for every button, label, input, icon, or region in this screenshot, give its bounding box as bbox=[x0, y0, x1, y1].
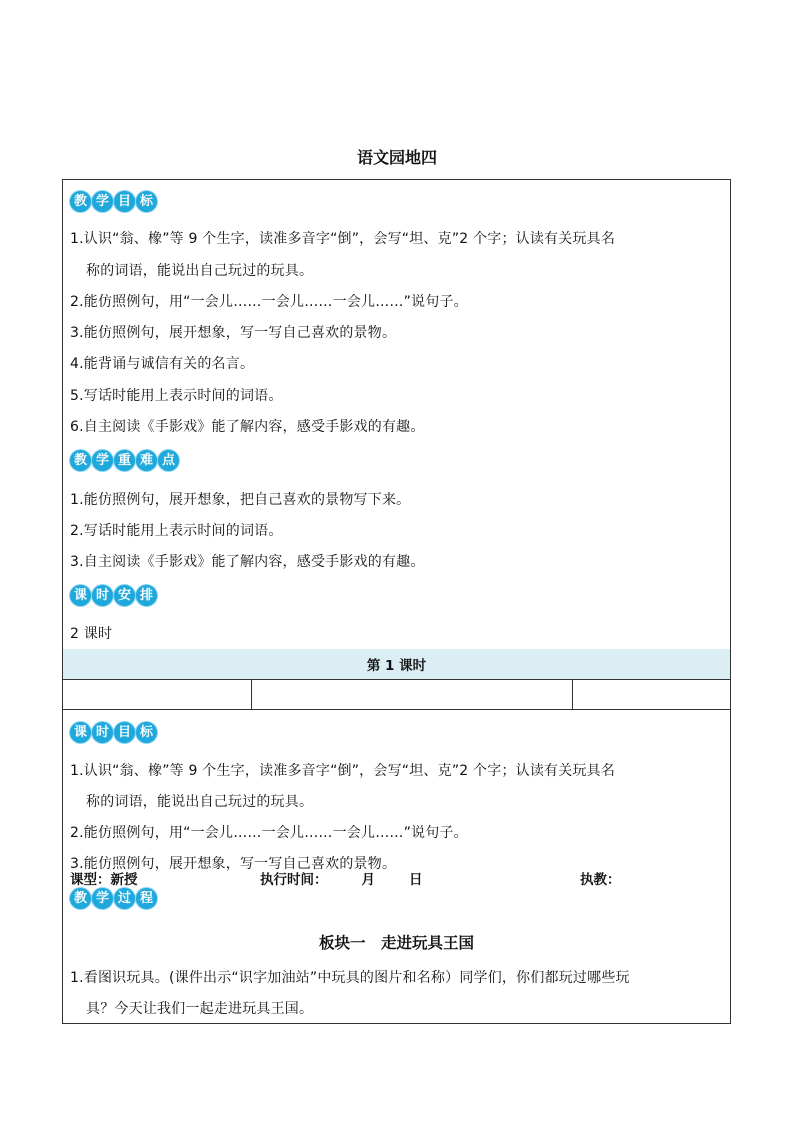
objective-line: 6.自主阅读《手影戏》能了解内容，感受手影戏的有趣。 bbox=[70, 419, 425, 435]
block-title: 板块一 走进玩具王国 bbox=[318, 933, 474, 952]
objective-line: 5.写话时能用上表示时间的词语。 bbox=[70, 388, 283, 404]
month-label: 月 bbox=[361, 872, 375, 888]
badge-char: 目 bbox=[114, 722, 135, 743]
lesson-goal-line: 称的词语，能说出自己玩过的玩具。 bbox=[86, 794, 314, 810]
badge-char: 教 bbox=[70, 888, 91, 909]
badge-char: 标 bbox=[136, 191, 157, 212]
lesson-goal-line: 3.能仿照例句，展开想象，写一写自己喜欢的景物。 bbox=[70, 856, 397, 872]
lesson-plan-table bbox=[62, 179, 731, 1024]
badge-char: 课 bbox=[70, 722, 91, 743]
key-point-line: 3.自主阅读《手影戏》能了解内容，感受手影戏的有趣。 bbox=[70, 554, 425, 570]
page-title: 语文园地四 bbox=[356, 148, 437, 167]
badge-char: 程 bbox=[136, 888, 157, 909]
execution-time-label: 执行时间： bbox=[260, 872, 328, 888]
badge-char: 时 bbox=[92, 722, 113, 743]
divider bbox=[251, 679, 252, 709]
session-title: 第 1 课时 bbox=[366, 658, 427, 674]
badge-char: 重 bbox=[114, 450, 135, 471]
badge-char: 学 bbox=[92, 888, 113, 909]
badge-char: 教 bbox=[70, 450, 91, 471]
key-point-line: 1.能仿照例句，展开想象，把自己喜欢的景物写下来。 bbox=[70, 492, 411, 508]
badge-char: 点 bbox=[158, 450, 179, 471]
process-line: 具？今天让我们一起走进玩具王国。 bbox=[86, 1001, 314, 1017]
key-point-line: 2.写话时能用上表示时间的词语。 bbox=[70, 523, 283, 539]
badge-char: 教 bbox=[70, 191, 91, 212]
objective-line: 1.认识“翁、橡”等 9 个生字，读准多音字“倒”，会写“坦、克”2 个字；认读有关玩具名 bbox=[70, 231, 616, 247]
badge-key-points bbox=[70, 447, 180, 474]
badge-char: 难 bbox=[136, 450, 157, 471]
badge-char: 学 bbox=[92, 191, 113, 212]
badge-char: 学 bbox=[92, 450, 113, 471]
objective-line: 2.能仿照例句，用“一会儿……一会儿……一会儿……”说句子。 bbox=[70, 294, 468, 310]
objective-line: 3.能仿照例句，展开想象，写一写自己喜欢的景物。 bbox=[70, 325, 397, 341]
badge-char: 时 bbox=[92, 585, 113, 606]
badge-char: 目 bbox=[114, 191, 135, 212]
badge-char: 安 bbox=[114, 585, 135, 606]
objective-line: 4.能背诵与诚信有关的名言。 bbox=[70, 356, 255, 372]
badge-char: 标 bbox=[136, 722, 157, 743]
process-line: 1.看图识玩具。(课件出示“识字加油站”中玩具的图片和名称）同学们，你们都玩过哪些玩 bbox=[70, 970, 630, 986]
schedule-text: 2 课时 bbox=[70, 626, 113, 642]
badge-teaching-process bbox=[70, 885, 158, 912]
badge-char: 排 bbox=[136, 585, 157, 606]
divider bbox=[572, 679, 573, 709]
badge-char: 课 bbox=[70, 585, 91, 606]
badge-char: 过 bbox=[114, 888, 135, 909]
badge-schedule bbox=[70, 582, 158, 609]
divider bbox=[63, 679, 730, 680]
divider bbox=[63, 709, 730, 710]
lesson-type: 课型：新授 bbox=[70, 872, 138, 888]
lesson-goal-line: 2.能仿照例句，用“一会儿……一会儿……一会儿……”说句子。 bbox=[70, 825, 468, 841]
badge-lesson-goals bbox=[70, 719, 158, 746]
day-label: 日 bbox=[409, 872, 423, 888]
lesson-goal-line: 1.认识“翁、橡”等 9 个生字，读准多音字“倒”，会写“坦、克”2 个字；认读有关玩具名 bbox=[70, 763, 616, 779]
badge-teaching-objectives bbox=[70, 188, 158, 215]
objective-line: 称的词语，能说出自己玩过的玩具。 bbox=[86, 263, 314, 279]
teacher: 执教： bbox=[580, 872, 621, 888]
